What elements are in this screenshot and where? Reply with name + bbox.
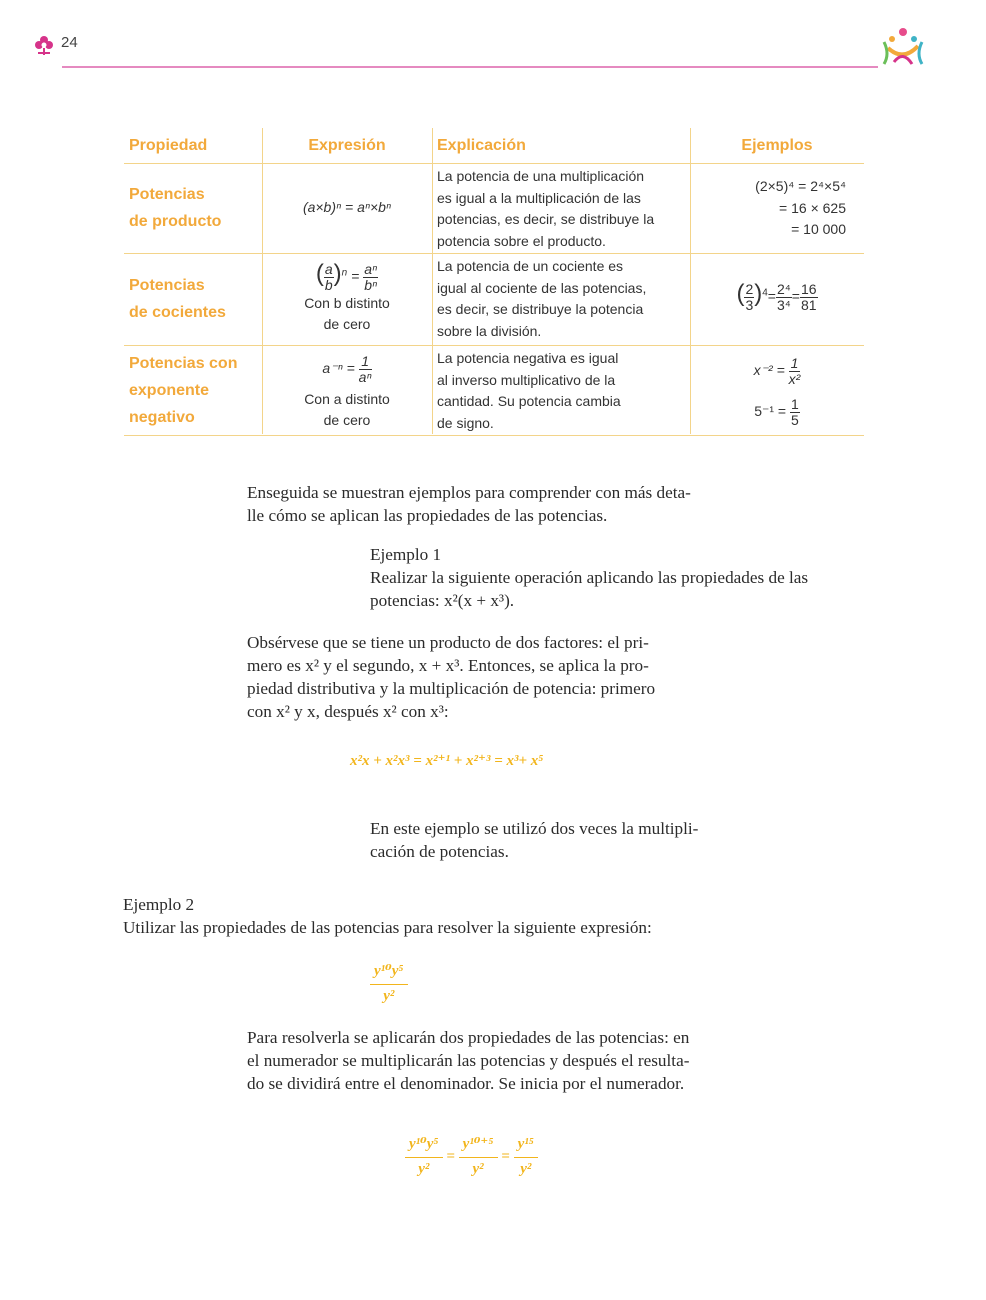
properties-table bbox=[124, 128, 864, 436]
observation-paragraph: Obsérvese que se tiene un producto de dos factores: el pri- mero es x² y el segundo, x + x³. Entonces, se aplica la pro- piedad distributiva y la multiplicación de potencia: primero con x² y x, después x² con x³: bbox=[247, 633, 656, 721]
expression-cell: (a×b)ⁿ = aⁿ×bⁿ bbox=[302, 199, 392, 215]
fraction-1: $\frac{\text{y¹⁰y⁵}}{\text{y²}}$ bbox=[370, 960, 408, 1008]
table-row bbox=[124, 346, 864, 436]
intro-paragraph: Enseguida se muestran ejemplos para comprender con más deta- lle cómo se aplican las propiedades de las potencias. bbox=[247, 483, 691, 525]
resolve-paragraph: Para resolverla se aplicarán dos propiedades de las potencias: en el numerador se multiplicarán las potencias y después el resulta- do se dividirá entre el denominador. Se inicia por el numerador. bbox=[247, 1028, 690, 1093]
table-row bbox=[124, 254, 864, 346]
equation-2: $\frac{\text{y¹⁰y⁵}}{\text{y²}}$ = $\frac{\text{y¹⁰⁺⁵}}{\text{y²}}$ = $\frac{\text{y¹⁵}}{\text{y²}}$ bbox=[405, 1133, 538, 1181]
example1-block: Ejemplo 1 Realizar la siguiente operación aplicando las propiedades de las potencias: x²(x + x³). bbox=[370, 543, 870, 612]
header-examples: Ejemplos bbox=[741, 137, 813, 154]
explanation-cell: La potencia de un cociente es igual al cociente de las potencias, es decir, se distribuye la potencia sobre la división. bbox=[437, 258, 647, 339]
examples-cell: (2×5)⁴ = 2⁴×5⁴ = 16 × 625 = 10 000 bbox=[755, 178, 846, 237]
flower-icon bbox=[34, 34, 54, 56]
header-expression: Expresión bbox=[308, 137, 386, 154]
property-name: Potencias de cocientes bbox=[129, 277, 226, 321]
logo-icon bbox=[880, 26, 926, 70]
header-explanation: Explicación bbox=[437, 137, 526, 154]
table-row bbox=[124, 164, 864, 254]
equation-1: x²x + x²x³ = x²⁺¹ + x²⁺³ = x³+ x⁵ bbox=[350, 753, 544, 769]
examples-cell: ( $\frac{2}{3}$ )$^4$= $\frac{\text{2⁴}}{\text{3⁴}}$ = $\frac{16}{81}$ bbox=[736, 280, 817, 313]
header-rule bbox=[62, 66, 878, 68]
page-number: 24 bbox=[61, 34, 78, 51]
explanation-cell: La potencia negativa es igual al inverso multiplicativo de la cantidad. Su potencia cambia de signo. bbox=[437, 350, 621, 431]
example2-title: Ejemplo 2 bbox=[123, 895, 195, 914]
example2-block: Ejemplo 2 Utilizar las propiedades de las potencias para resolver la siguiente expresión: bbox=[123, 893, 823, 939]
property-name: Potencias con exponente negativo bbox=[129, 355, 238, 426]
header-property: Propiedad bbox=[129, 137, 208, 154]
example1-title: Ejemplo 1 bbox=[370, 545, 442, 564]
explanation-cell: La potencia de una multiplicación es igual a la multiplicación de las potencias, es decir, se distribuye la potencia sobre el producto. bbox=[437, 168, 655, 249]
expression-cell: a⁻ⁿ = $\frac{1}{\text{aⁿ}}$ Con a distinto de cero bbox=[304, 353, 390, 428]
table-header-row bbox=[124, 128, 864, 164]
expression-cell: ( $\frac{a}{b}$ )$^n$ = $\frac{\text{aⁿ}}{\text{bⁿ}}$ Con b distinto de cero bbox=[304, 260, 390, 332]
property-name: Potencias de producto bbox=[129, 186, 222, 230]
examples-cell: x⁻² = $\frac{1}{\text{x²}}$ 5⁻¹ = $\frac{1}{5}$ bbox=[753, 355, 801, 428]
note-paragraph: En este ejemplo se utilizó dos veces la multipli- cación de potencias. bbox=[370, 819, 699, 861]
